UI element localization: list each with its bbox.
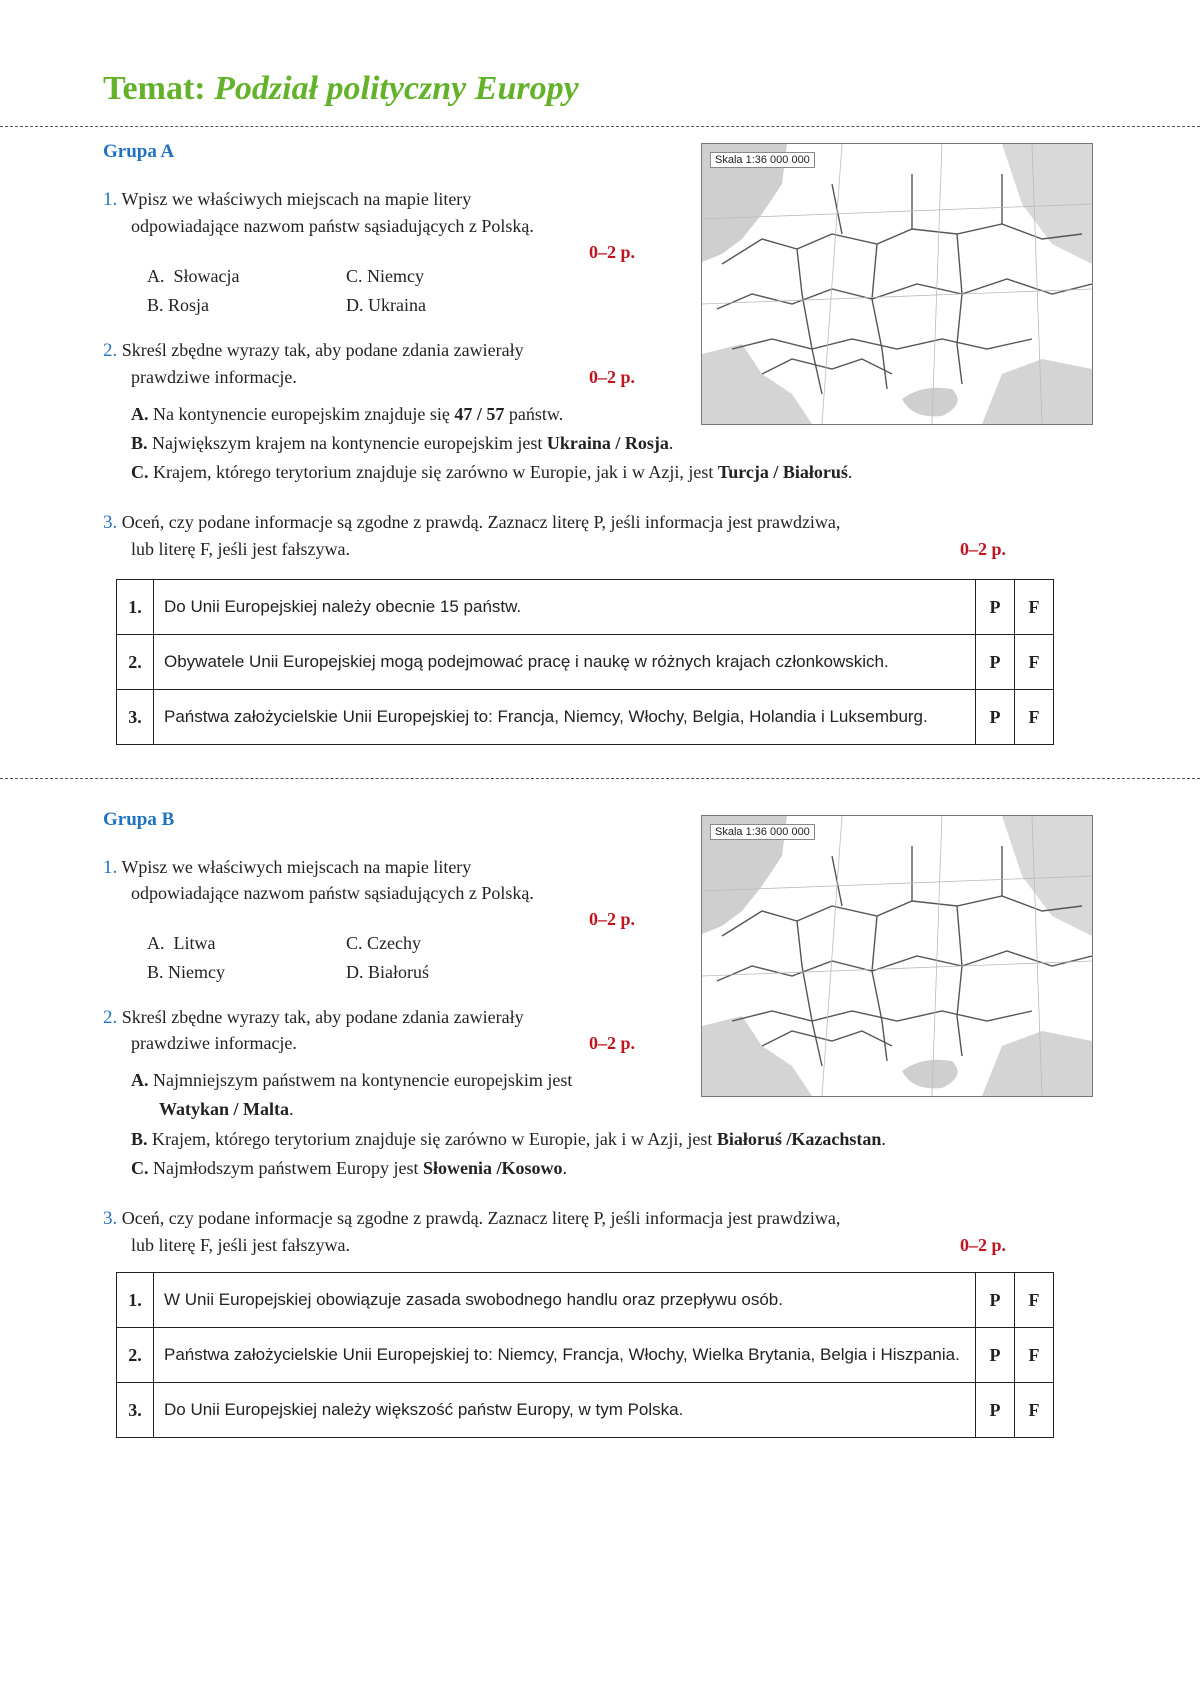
- a-q2-item-b: B. Największym krajem na kontynencie europejskim jest Ukraina / Rosja.: [131, 433, 674, 453]
- b-q1-line1: 1. Wpisz we właściwych miejscach na mapie litery: [103, 857, 472, 878]
- a-q2-line2: prawdziwe informacje.: [131, 367, 297, 387]
- a-q2-points: 0–2 p.: [589, 367, 636, 387]
- blank-map-europe-b: [702, 816, 1092, 1096]
- title-prefix: Temat:: [103, 70, 206, 107]
- b-q2-item-a-answer: Watykan / Malta.: [159, 1099, 294, 1119]
- b-q3-points: 0–2 p.: [960, 1235, 1007, 1255]
- b-q1-points: 0–2 p.: [589, 909, 636, 929]
- page-title: [103, 70, 579, 108]
- b-q3-line2: lub literę F, jeśli jest fałszywa.: [131, 1235, 351, 1255]
- a-q3-points: 0–2 p.: [960, 539, 1007, 559]
- b-q2-item-c: C. Najmłodszym państwem Europy jest Słowenia /Kosowo.: [131, 1158, 567, 1178]
- table-row: [117, 1383, 1054, 1438]
- a-q2-item-c: C. Krajem, którego terytorium znajduje się zarówno w Europie, jak i w Azji, jest Turcja / Białoruś.: [131, 462, 853, 482]
- row-statement: Państwa założycielskie Unii Europejskiej to: Francja, Niemcy, Włochy, Belgia, Holandia i Luksemburg.: [154, 690, 976, 745]
- b-q1-option-a: A. Litwa: [147, 933, 216, 953]
- group-a-heading: Grupa A: [103, 141, 175, 162]
- a-q1-option-a: A. Słowacja: [147, 266, 240, 286]
- b-q3-line1: 3. Oceń, czy podane informacje są zgodne z prawdą. Zaznacz literę P, jeśli informacja jest prawdziwa,: [103, 1208, 841, 1229]
- a-q1-option-d: D. Ukraina: [346, 295, 426, 315]
- table-row: [117, 1328, 1054, 1383]
- a-q2-item-a: A. Na kontynencie europejskim znajduje się 47 / 57 państw.: [131, 404, 564, 424]
- a-true-false-table: [116, 579, 1054, 745]
- b-q2-item-a: A. Najmniejszym państwem na kontynencie europejskim jest: [131, 1070, 573, 1090]
- a-q1-points: 0–2 p.: [589, 242, 636, 262]
- table-row: [117, 635, 1054, 690]
- row-statement: Do Unii Europejskiej należy obecnie 15 państw.: [154, 580, 976, 635]
- answer-f[interactable]: F: [1015, 1273, 1054, 1328]
- group-b-heading: Grupa B: [103, 809, 175, 830]
- b-q2-line2: prawdziwe informacje.: [131, 1033, 297, 1053]
- a-q1-option-b: B. Rosja: [147, 295, 210, 315]
- answer-p[interactable]: P: [976, 1383, 1015, 1438]
- answer-f[interactable]: F: [1015, 690, 1054, 745]
- row-number: 3.: [117, 690, 154, 745]
- answer-p[interactable]: P: [976, 635, 1015, 690]
- table-row: [117, 690, 1054, 745]
- b-q1-option-c: C. Czechy: [346, 933, 421, 953]
- answer-f[interactable]: F: [1015, 1383, 1054, 1438]
- title-topic: Podział polityczny Europy: [214, 70, 579, 107]
- b-q1-option-d: D. Białoruś: [346, 962, 429, 982]
- b-q2-points: 0–2 p.: [589, 1033, 636, 1053]
- b-q2-line1: 2. Skreśl zbędne wyrazy tak, aby podane zdania zawierały: [103, 1007, 524, 1028]
- row-number: 1.: [117, 1273, 154, 1328]
- map-group-a: [701, 143, 1093, 425]
- map-group-b: [701, 815, 1093, 1097]
- row-statement: Obywatele Unii Europejskiej mogą podejmować pracę i naukę w różnych krajach członkowskich.: [154, 635, 976, 690]
- table-row: [117, 1273, 1054, 1328]
- row-number: 3.: [117, 1383, 154, 1438]
- divider-middle: [0, 778, 1200, 779]
- a-q3-line1: 3. Oceń, czy podane informacje są zgodne z prawdą. Zaznacz literę P, jeśli informacja jest prawdziwa,: [103, 512, 841, 533]
- answer-f[interactable]: F: [1015, 580, 1054, 635]
- row-statement: W Unii Europejskiej obowiązuje zasada swobodnego handlu oraz przepływu osób.: [154, 1273, 976, 1328]
- answer-p[interactable]: P: [976, 690, 1015, 745]
- answer-p[interactable]: P: [976, 1273, 1015, 1328]
- answer-p[interactable]: P: [976, 1328, 1015, 1383]
- row-statement: Państwa założycielskie Unii Europejskiej to: Niemcy, Francja, Włochy, Wielka Brytania, Belgia i Hiszpania.: [154, 1328, 976, 1383]
- answer-f[interactable]: F: [1015, 1328, 1054, 1383]
- b-q1-option-b: B. Niemcy: [147, 962, 225, 982]
- answer-f[interactable]: F: [1015, 635, 1054, 690]
- a-q1-option-c: C. Niemcy: [346, 266, 424, 286]
- a-q3-line2: lub literę F, jeśli jest fałszywa.: [131, 539, 351, 559]
- b-q2-item-b: B. Krajem, którego terytorium znajduje się zarówno w Europie, jak i w Azji, jest Białoruś /Kazachstan.: [131, 1129, 886, 1149]
- a-q1-line2: odpowiadające nazwom państw sąsiadujących z Polską.: [131, 216, 534, 236]
- table-row: [117, 580, 1054, 635]
- row-statement: Do Unii Europejskiej należy większość państw Europy, w tym Polska.: [154, 1383, 976, 1438]
- b-q1-line2: odpowiadające nazwom państw sąsiadujących z Polską.: [131, 883, 534, 903]
- answer-p[interactable]: P: [976, 580, 1015, 635]
- row-number: 1.: [117, 580, 154, 635]
- row-number: 2.: [117, 1328, 154, 1383]
- divider-top: [0, 126, 1200, 127]
- map-scale-label: Skala 1:36 000 000: [710, 824, 815, 840]
- a-q1-line1: 1. Wpisz we właściwych miejscach na mapie litery: [103, 189, 472, 210]
- map-scale-label: Skala 1:36 000 000: [710, 152, 815, 168]
- blank-map-europe-a: [702, 144, 1092, 424]
- b-true-false-table: [116, 1272, 1054, 1438]
- a-q2-line1: 2. Skreśl zbędne wyrazy tak, aby podane zdania zawierały: [103, 340, 524, 361]
- row-number: 2.: [117, 635, 154, 690]
